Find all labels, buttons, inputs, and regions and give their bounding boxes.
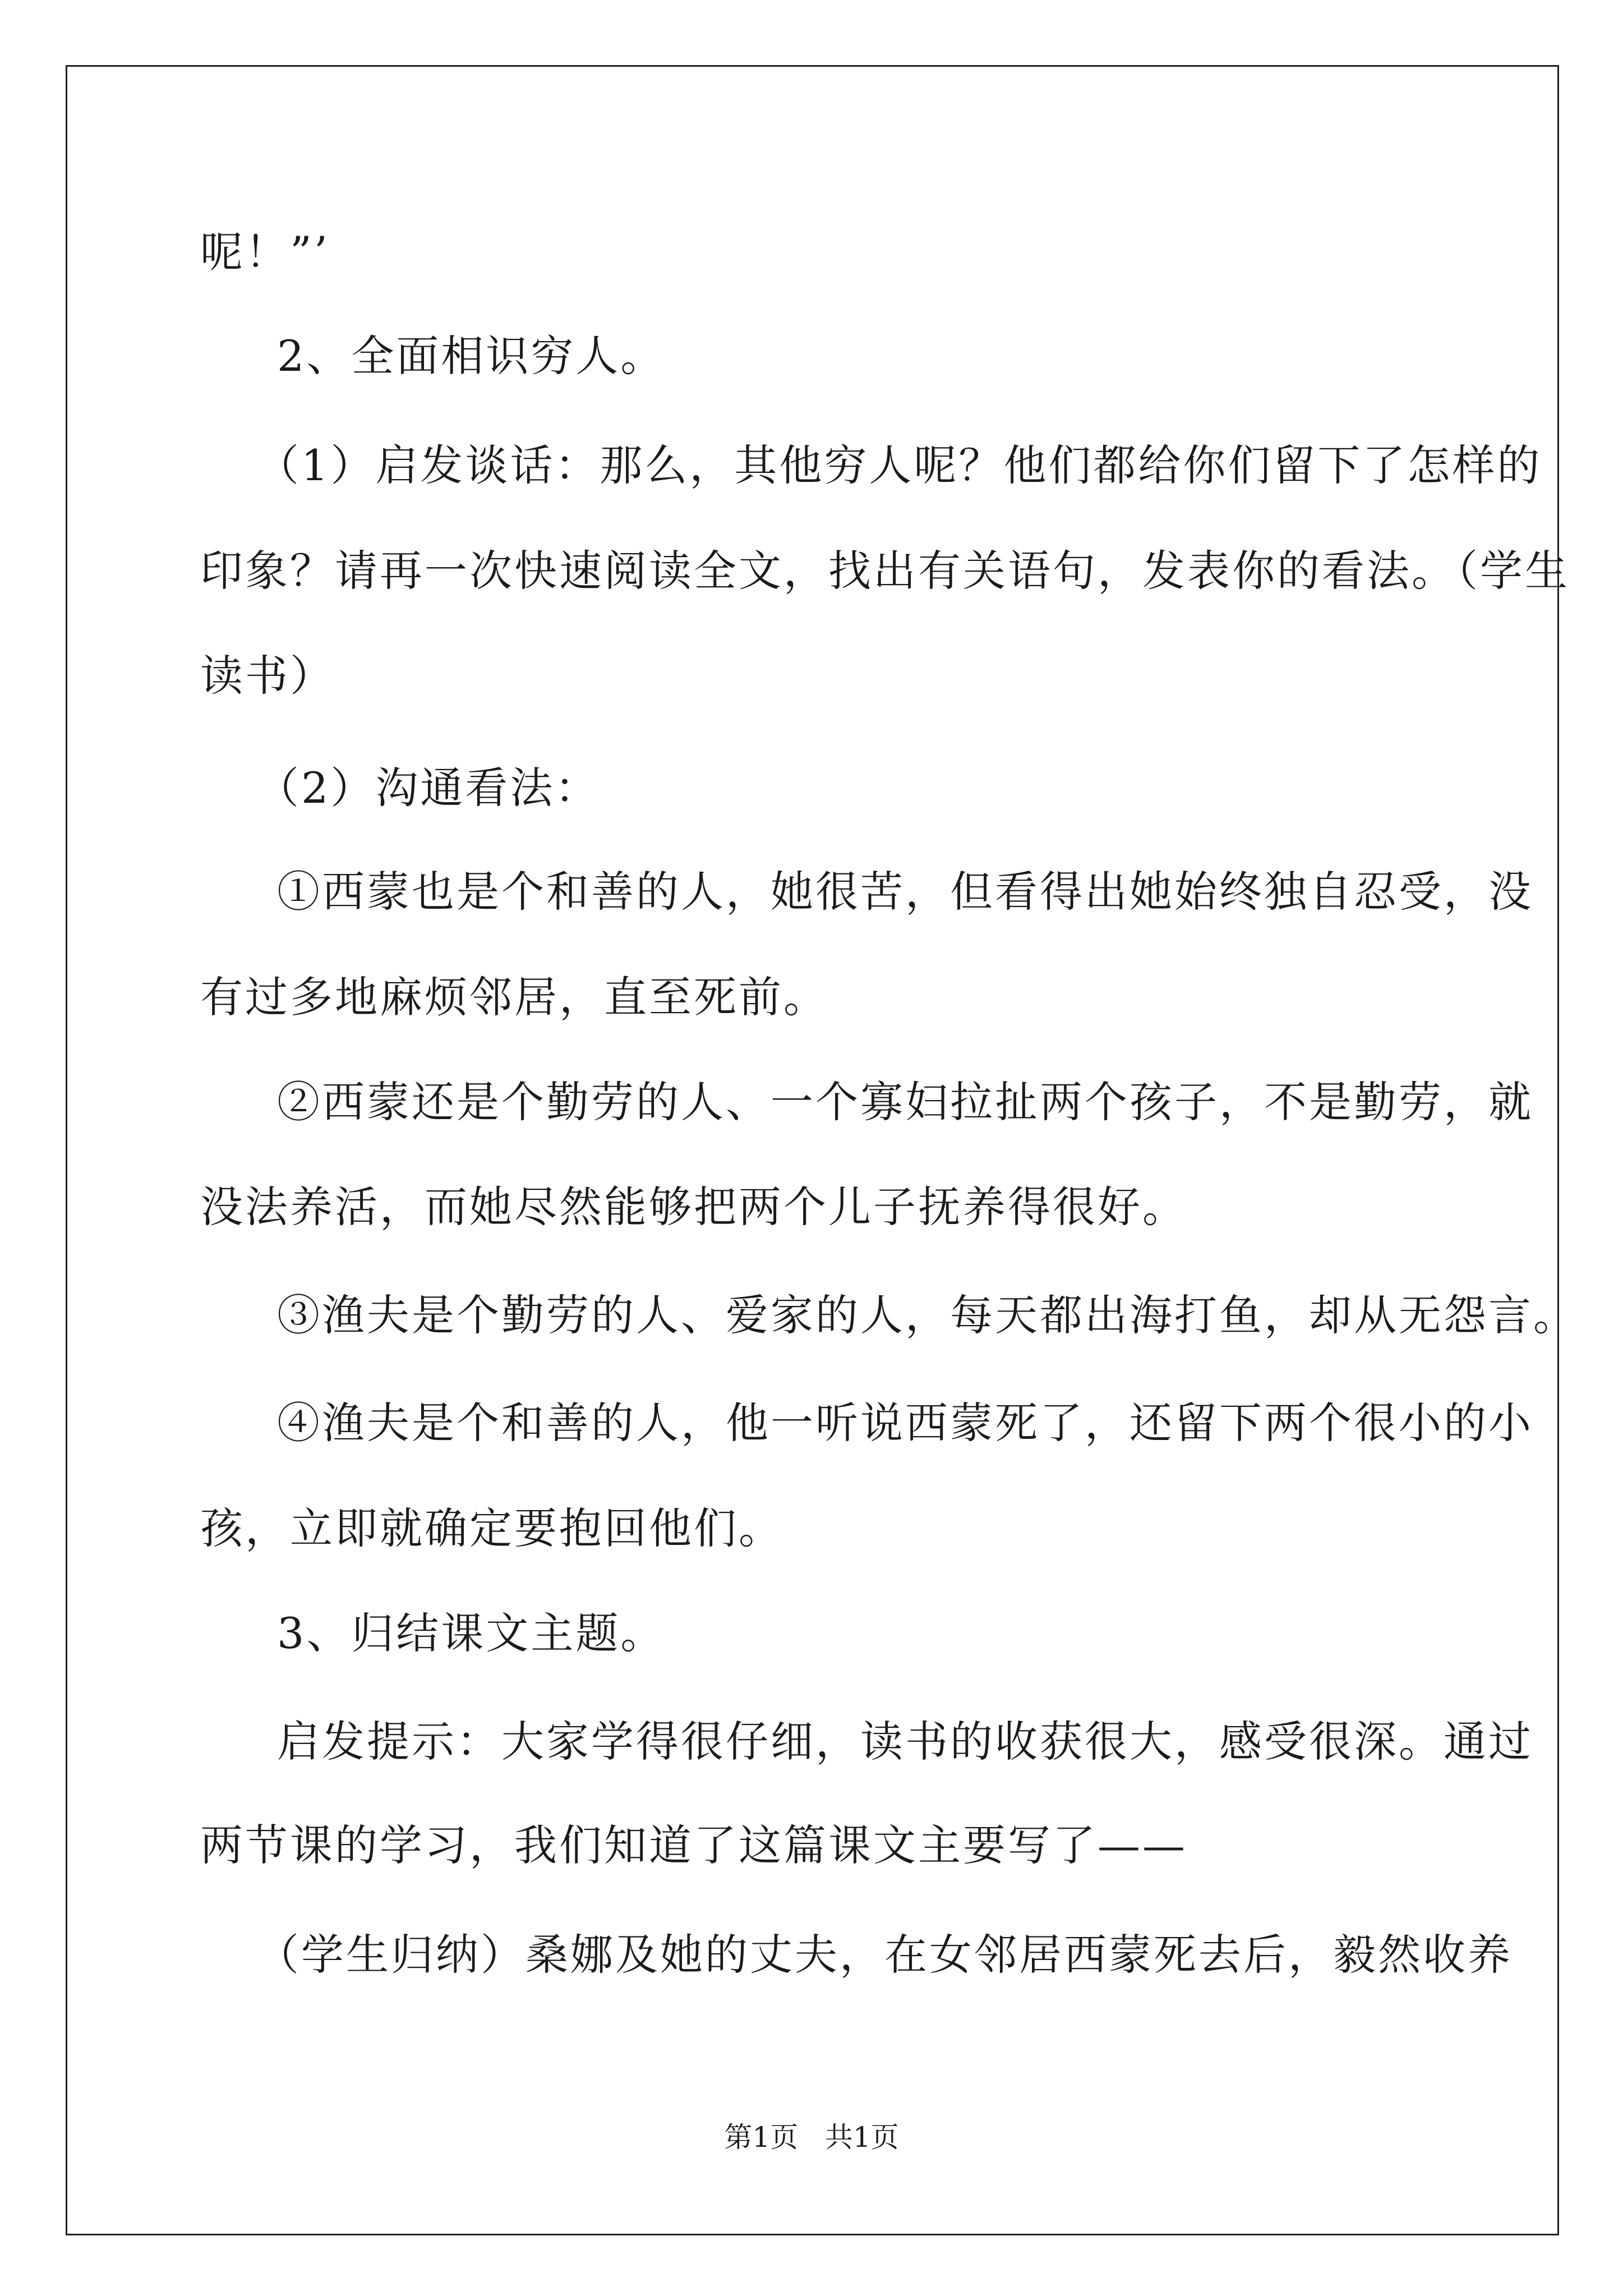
text-line: （1）启发谈话：那么，其他穷人呢？他们都给你们留下了怎样的	[256, 440, 1542, 490]
text-line: 启发提示：大家学得很仔细，读书的收获很大，感受很深。通过	[277, 1717, 1533, 1766]
text-line: 印象？请再一次快速阅读全文，找出有关语句，发表你的看法。（学生	[200, 546, 1570, 596]
text-line: 读书）	[200, 651, 335, 701]
text-line: 两节课的学习，我们知道了这篇课文主要写了——	[200, 1820, 1187, 1870]
text-line: ①西蒙也是个和善的人，她很苦，但看得出她始终独自忍受，没	[277, 867, 1533, 917]
text-line: 没法养活，而她尽然能够把两个儿子抚养得很好。	[200, 1182, 1187, 1232]
text-line: ③渔夫是个勤劳的人、爱家的人，每天都出海打鱼，却从无怨言。	[277, 1290, 1578, 1340]
text-line: 呢！”’	[200, 227, 330, 277]
text-line: ②西蒙还是个勤劳的人、一个寡妇拉扯两个孩子，不是勤劳，就	[277, 1077, 1533, 1127]
text-line: ④渔夫是个和善的人，他一听说西蒙死了，还留下两个很小的小	[277, 1398, 1533, 1448]
text-line: 有过多地麻烦邻居，直至死前。	[200, 972, 828, 1022]
text-line: （2）沟通看法：	[256, 763, 600, 813]
text-line: 2、全面相识穷人。	[277, 331, 666, 381]
page-border	[66, 65, 1559, 2235]
text-line: 孩，立即就确定要抱回他们。	[200, 1503, 783, 1553]
text-line: （学生归纳）桑娜及她的丈夫，在女邻居西蒙死去后，毅然收养	[256, 1930, 1513, 1980]
text-line: 3、归结课文主题。	[277, 1608, 666, 1658]
page-number-footer: 第1页 共1页	[724, 2121, 899, 2154]
